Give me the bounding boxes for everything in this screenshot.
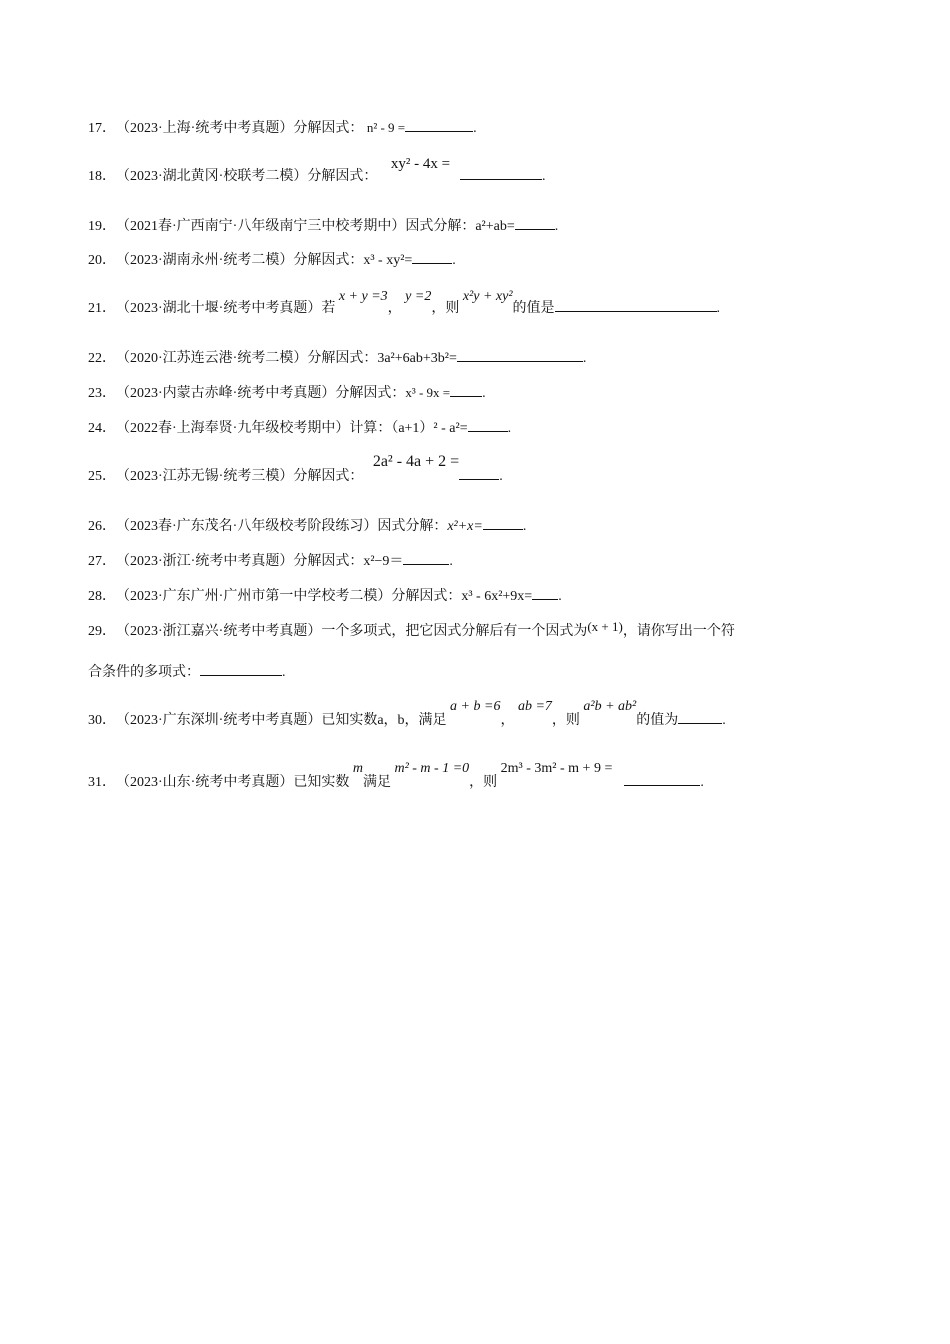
question-number: 22． — [88, 351, 116, 366]
question-number: 31． — [88, 775, 116, 790]
math-expression: x³ - 6x²+9x= — [461, 589, 533, 604]
question-31 — [88, 761, 704, 792]
question-source: （2023·山东·统考中考真题） — [116, 775, 294, 790]
answer-blank[interactable] — [403, 551, 449, 565]
math-expression: (x + 1) — [587, 619, 623, 634]
question-prompt: 因式分解： — [405, 219, 476, 234]
answer-blank[interactable] — [459, 466, 499, 480]
question-source: （2023·广东广州·广州市第一中学校考二模） — [116, 589, 392, 604]
question-source: （2023·浙江嘉兴·统考中考真题） — [116, 624, 322, 639]
question-text: 的值是 — [512, 301, 555, 316]
period: . — [282, 665, 286, 680]
period: . — [558, 589, 562, 604]
conjunction: ，则 — [431, 301, 460, 316]
question-source: （2023·浙江·统考中考真题） — [116, 554, 294, 569]
question-number: 29． — [88, 624, 116, 639]
period: . — [499, 469, 503, 484]
period: . — [482, 386, 486, 401]
question-number: 27． — [88, 554, 116, 569]
question-number: 30． — [88, 713, 116, 728]
question-prompt: 分解因式： — [293, 469, 364, 484]
question-prompt: 分解因式： — [307, 351, 378, 366]
period: . — [722, 713, 726, 728]
math-expression: ab =7 — [517, 699, 552, 714]
comma: ， — [387, 301, 402, 316]
question-source: （2023春·广东茂名·八年级校考阶段练习） — [116, 519, 378, 534]
question-19 — [88, 216, 558, 236]
math-expression: a + b =6 — [450, 699, 501, 714]
question-source: （2020·江苏连云港·统考二模） — [116, 351, 308, 366]
question-18 — [88, 156, 546, 186]
answer-blank[interactable] — [624, 772, 700, 786]
question-number: 20． — [88, 253, 116, 268]
question-source: （2022春·上海奉贤·九年级校考期中） — [116, 421, 350, 436]
question-source: （2023·江苏无锡·统考三模） — [116, 469, 294, 484]
question-17 — [88, 118, 477, 138]
question-prompt: 已知实数a，b，满足 — [321, 713, 447, 728]
conjunction: ，则 — [469, 775, 498, 790]
conjunction: ，则 — [551, 713, 580, 728]
question-number: 26． — [88, 519, 116, 534]
period: . — [554, 219, 559, 234]
question-23 — [88, 383, 486, 403]
answer-blank[interactable] — [532, 586, 558, 600]
answer-blank[interactable] — [405, 118, 473, 132]
math-expression: x + y =3 — [338, 289, 388, 304]
question-20 — [88, 250, 456, 270]
question-text: 合条件的多项式： — [88, 665, 200, 680]
question-26 — [88, 516, 526, 536]
period: . — [473, 121, 477, 136]
question-number: 28． — [88, 589, 116, 604]
question-prompt: 因式分解： — [377, 519, 448, 534]
period: . — [700, 775, 704, 790]
math-expression: a²b + ab² — [583, 699, 637, 714]
question-29 — [88, 619, 735, 641]
question-text: 的值为 — [636, 713, 679, 728]
question-21 — [88, 289, 721, 318]
question-prompt: 分解因式： — [307, 169, 378, 184]
period: . — [522, 519, 527, 534]
period: . — [452, 253, 456, 268]
answer-blank[interactable] — [457, 348, 583, 362]
question-29-line2 — [88, 662, 286, 682]
math-expression: x²+x= — [447, 519, 483, 534]
question-source: （2023·广东深圳·统考中考真题） — [116, 713, 322, 728]
answer-blank[interactable] — [450, 383, 482, 397]
question-number: 23． — [88, 386, 116, 401]
math-expression: 3a²+6ab+3b²= — [377, 351, 457, 366]
math-expression: m — [352, 761, 363, 776]
question-prompt: 已知实数 — [293, 775, 350, 790]
question-number: 21． — [88, 301, 116, 316]
math-expression: y =2 — [405, 289, 432, 304]
question-30 — [88, 699, 726, 730]
answer-blank[interactable] — [460, 166, 542, 180]
question-text: ，请你写出一个符 — [622, 624, 735, 639]
period: . — [542, 169, 546, 184]
math-expression: 2a² - 4a + 2 = — [372, 453, 460, 470]
question-number: 24． — [88, 421, 116, 436]
question-prompt: 分解因式： — [293, 121, 364, 136]
question-text: 满足 — [362, 775, 391, 790]
math-expression: x²−9＝ — [363, 554, 404, 569]
question-prompt: 分解因式： — [293, 253, 364, 268]
question-source: （2023·内蒙古赤峰·统考中考真题） — [116, 386, 336, 401]
question-prompt: 若 — [321, 301, 336, 316]
question-prompt: 分解因式： — [391, 589, 462, 604]
question-27 — [88, 551, 453, 571]
question-prompt: 分解因式： — [293, 554, 364, 569]
question-number: 18． — [88, 169, 116, 184]
question-source: （2023·湖北黄冈·校联考二模） — [116, 169, 308, 184]
math-expression: x³ - xy²= — [363, 253, 413, 268]
question-prompt: 计算： — [349, 421, 392, 436]
period: . — [716, 301, 721, 316]
answer-blank[interactable] — [468, 418, 508, 432]
math-expression: n² - 9 = — [366, 120, 406, 135]
question-25 — [88, 453, 503, 486]
question-source: （2021春·广西南宁·八年级南宁三中校考期中） — [116, 219, 406, 234]
math-expression: x³ - 9x = — [405, 385, 451, 400]
math-expression: xy² - 4x = — [390, 156, 451, 172]
question-number: 25． — [88, 469, 116, 484]
math-expression: 2m³ - 3m² - m + 9 = — [500, 761, 613, 776]
answer-blank[interactable] — [515, 216, 555, 230]
answer-blank[interactable] — [555, 298, 717, 312]
math-expression: （a+1）² - a²= — [391, 421, 468, 436]
answer-blank[interactable] — [483, 516, 523, 530]
period: . — [507, 421, 512, 436]
math-expression: x²y + xy² — [462, 289, 513, 304]
question-source: （2023·上海·统考中考真题） — [116, 121, 294, 136]
period: . — [449, 554, 453, 569]
answer-blank[interactable] — [412, 250, 452, 264]
period: . — [582, 351, 587, 366]
question-28 — [88, 586, 562, 606]
answer-blank[interactable] — [678, 710, 722, 724]
question-source: （2023·湖北十堰·统考中考真题） — [116, 301, 322, 316]
math-expression: m² - m - 1 =0 — [394, 761, 470, 776]
question-number: 19． — [88, 219, 116, 234]
question-22 — [88, 348, 586, 368]
question-source: （2023·湖南永州·统考二模） — [116, 253, 294, 268]
question-prompt: 分解因式： — [335, 386, 406, 401]
math-expression: a²+ab= — [475, 219, 515, 234]
question-24 — [88, 418, 511, 438]
question-prompt: 一个多项式，把它因式分解后有一个因式为 — [321, 624, 588, 639]
answer-blank[interactable] — [200, 662, 282, 676]
question-number: 17． — [88, 121, 116, 136]
comma: ， — [500, 713, 515, 728]
